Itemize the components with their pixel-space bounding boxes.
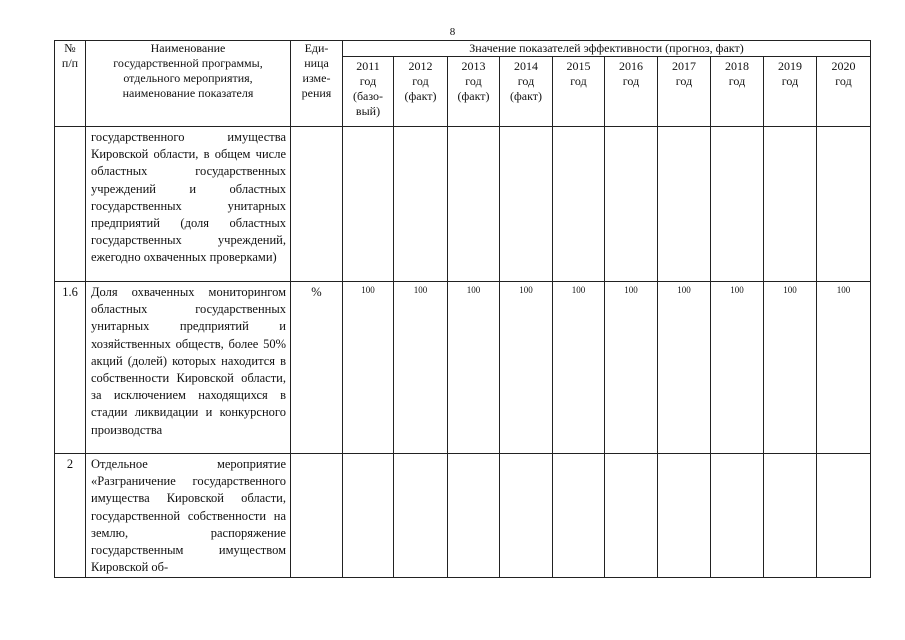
value-cell bbox=[448, 127, 500, 282]
value-cell bbox=[658, 127, 711, 282]
header-year-2019: 2019 год bbox=[764, 57, 817, 127]
header-year-2016: 2016 год bbox=[605, 57, 658, 127]
header-year-2017: 2017 год bbox=[658, 57, 711, 127]
header-unit-cell bbox=[291, 41, 343, 127]
row-number bbox=[55, 127, 86, 282]
value-cell bbox=[711, 454, 764, 578]
value-cell: 100 bbox=[658, 282, 711, 454]
value-cell bbox=[553, 127, 605, 282]
unit-cell bbox=[291, 127, 343, 282]
page-number: 8 bbox=[449, 26, 456, 38]
header-name: Наименование государственной программы, отдельного мероприятия, наименование показателя bbox=[113, 41, 263, 100]
value-cell bbox=[605, 454, 658, 578]
value-cell bbox=[394, 454, 448, 578]
performance-indicators-table bbox=[54, 40, 871, 578]
header-year-2014: 2014 год (факт) bbox=[500, 57, 553, 127]
value-cell bbox=[711, 127, 764, 282]
value-cell: 100 bbox=[500, 282, 553, 454]
value-cell: 100 bbox=[343, 282, 394, 454]
value-cell: 100 bbox=[817, 282, 871, 454]
value-cell: 100 bbox=[394, 282, 448, 454]
header-values-group: Значение показателей эффективности (прогноз, факт) bbox=[343, 41, 871, 57]
header-number-cell bbox=[55, 41, 86, 127]
value-cell bbox=[343, 127, 394, 282]
indicator-name: государственного имущества Кировской области, в общем числе областных государственных учреждений и областных государственных унитарных предприятий (доля областных государственных учреждений, ежегодно охваченных проверками) bbox=[86, 127, 291, 282]
table-row bbox=[55, 127, 871, 282]
value-cell bbox=[500, 127, 553, 282]
value-cell: 100 bbox=[605, 282, 658, 454]
header-year-2015: 2015 год bbox=[553, 57, 605, 127]
value-cell bbox=[817, 454, 871, 578]
header-year-2011: 2011 год (базо- вый) bbox=[343, 57, 394, 127]
header-year-2018: 2018 год bbox=[711, 57, 764, 127]
value-cell bbox=[448, 454, 500, 578]
value-cell bbox=[553, 454, 605, 578]
table-row bbox=[55, 454, 871, 578]
value-cell: 100 bbox=[553, 282, 605, 454]
table-row bbox=[55, 282, 871, 454]
value-cell bbox=[605, 127, 658, 282]
indicator-name: Отдельное мероприятие «Разграничение государственного имущества Кировской области, государственной собственности на землю, распоряжение государственным имуществом Кировской об- bbox=[86, 454, 291, 578]
unit-cell: % bbox=[291, 282, 343, 454]
header-year-2020: 2020 год bbox=[817, 57, 871, 127]
header-year-2012: 2012 год (факт) bbox=[394, 57, 448, 127]
value-cell bbox=[500, 454, 553, 578]
header-year-2013: 2013 год (факт) bbox=[448, 57, 500, 127]
value-cell bbox=[343, 454, 394, 578]
unit-cell bbox=[291, 454, 343, 578]
row-number: 1.6 bbox=[55, 282, 86, 454]
header-name-cell bbox=[86, 41, 291, 127]
value-cell: 100 bbox=[448, 282, 500, 454]
value-cell bbox=[764, 127, 817, 282]
value-cell bbox=[817, 127, 871, 282]
value-cell bbox=[394, 127, 448, 282]
indicator-name: Доля охваченных мониторингом областных государственных унитарных предприятий и хозяйственных обществ, более 50% акций (долей) которых находится в собственности Кировской области, за исключением находящихся в стадии ликвидации и конкурсного производства bbox=[86, 282, 291, 454]
value-cell: 100 bbox=[764, 282, 817, 454]
value-cell bbox=[764, 454, 817, 578]
value-cell bbox=[658, 454, 711, 578]
header-number: № п/п bbox=[61, 41, 79, 70]
row-number: 2 bbox=[55, 454, 86, 578]
header-unit: Еди- ница изме- рения bbox=[301, 41, 332, 100]
value-cell: 100 bbox=[711, 282, 764, 454]
